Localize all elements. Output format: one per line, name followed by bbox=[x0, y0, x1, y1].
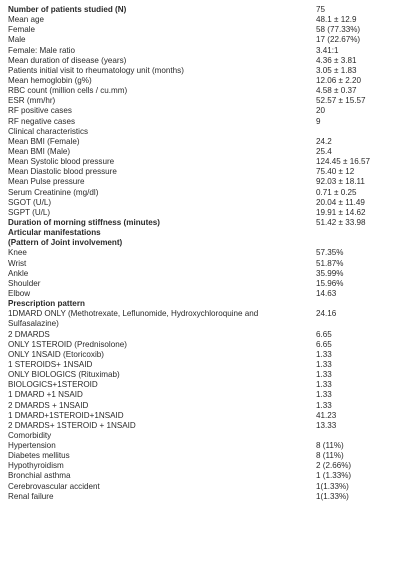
table-row bbox=[0, 208, 394, 218]
row-label: Mean BMI (Male) bbox=[8, 146, 71, 156]
row-label: RF positive cases bbox=[8, 106, 72, 116]
row-value: 1.33 bbox=[316, 349, 332, 359]
row-value: 75.40 ± 12 bbox=[316, 167, 355, 177]
row-label: Female: Male ratio bbox=[8, 45, 76, 55]
table-row bbox=[0, 309, 394, 329]
row-value: 9 bbox=[316, 116, 321, 126]
row-label: Hypothyroidism bbox=[8, 461, 64, 471]
table-row bbox=[0, 350, 394, 360]
row-value: 6.65 bbox=[316, 339, 332, 349]
table-row bbox=[0, 106, 394, 116]
row-label: Patients initial visit to rheumatology unit (months) bbox=[8, 65, 184, 75]
row-value: 4.36 ± 3.81 bbox=[316, 55, 357, 65]
row-label: Wrist bbox=[8, 258, 27, 268]
row-label: Ankle bbox=[8, 268, 29, 278]
row-value: 4.58 ± 0.37 bbox=[316, 86, 357, 96]
table-row bbox=[0, 137, 394, 147]
row-label: 1 DMARD +1 NSAID bbox=[8, 390, 83, 400]
row-label: Prescription pattern bbox=[8, 299, 85, 309]
row-value: 51.42 ± 33.98 bbox=[316, 217, 366, 227]
table-row bbox=[0, 5, 394, 15]
row-label: Comorbidity bbox=[8, 430, 52, 440]
row-label: BIOLOGICS+1STEROID bbox=[8, 380, 98, 390]
table-row bbox=[0, 299, 394, 309]
row-label: Cerebrovascular accident bbox=[8, 481, 100, 491]
row-label: SGOT (U/L) bbox=[8, 197, 52, 207]
table-row bbox=[0, 330, 394, 340]
table-row bbox=[0, 25, 394, 35]
row-label: Female bbox=[8, 25, 35, 35]
row-value: 48.1 ± 12.9 bbox=[316, 15, 357, 25]
row-label: Serum Creatinine (mg/dl) bbox=[8, 187, 99, 197]
table-row bbox=[0, 411, 394, 421]
row-label: Renal failure bbox=[8, 491, 54, 501]
table-row bbox=[0, 96, 394, 106]
table-row bbox=[0, 421, 394, 431]
row-label: Mean BMI (Female) bbox=[8, 136, 80, 146]
row-value: 57.35% bbox=[316, 248, 344, 258]
table-row bbox=[0, 46, 394, 56]
row-value: 12.06 ± 2.20 bbox=[316, 75, 361, 85]
row-value: 8 (11%) bbox=[316, 441, 344, 451]
row-label: ONLY BIOLOGICS (Rituximab) bbox=[8, 370, 120, 380]
row-label: Mean Systolic blood pressure bbox=[8, 157, 115, 167]
table-row bbox=[0, 157, 394, 167]
table-row bbox=[0, 380, 394, 390]
row-label: Articular manifestations bbox=[8, 228, 101, 238]
row-value: 1.33 bbox=[316, 370, 332, 380]
row-label: ONLY 1STEROID (Prednisolone) bbox=[8, 339, 127, 349]
row-label: Mean Pulse pressure bbox=[8, 177, 85, 187]
row-label: Bronchial asthma bbox=[8, 471, 71, 481]
table-row bbox=[0, 177, 394, 187]
row-value: 3.41:1 bbox=[316, 45, 339, 55]
row-label: Elbow bbox=[8, 288, 31, 298]
table-row bbox=[0, 461, 394, 471]
table-row bbox=[0, 86, 394, 96]
table-row bbox=[0, 360, 394, 370]
row-label: Mean duration of disease (years) bbox=[8, 55, 127, 65]
row-value: 41.23 bbox=[316, 410, 337, 420]
table-row bbox=[0, 188, 394, 198]
row-label: Shoulder bbox=[8, 278, 41, 288]
row-value: 19.91 ± 14.62 bbox=[316, 207, 366, 217]
table-row bbox=[0, 228, 394, 238]
row-value: 52.57 ± 15.57 bbox=[316, 96, 366, 106]
table-row bbox=[0, 471, 394, 481]
row-value: 24.2 bbox=[316, 136, 332, 146]
row-value: 0.71 ± 0.25 bbox=[316, 187, 357, 197]
row-value: 2 (2.66%) bbox=[316, 461, 352, 471]
row-label: ESR (mm/hr) bbox=[8, 96, 56, 106]
row-value: 58 (77.33%) bbox=[316, 25, 361, 35]
row-value: 6.65 bbox=[316, 329, 332, 339]
row-label: Knee bbox=[8, 248, 27, 258]
table-row bbox=[0, 390, 394, 400]
table-row bbox=[0, 431, 394, 441]
table-row bbox=[0, 127, 394, 137]
row-value: 1.33 bbox=[316, 359, 332, 369]
table-row bbox=[0, 66, 394, 76]
table-row bbox=[0, 259, 394, 269]
row-value: 25.4 bbox=[316, 146, 332, 156]
row-value: 1(1.33%) bbox=[316, 481, 349, 491]
row-label: ONLY 1NSAID (Etoricoxib) bbox=[8, 349, 104, 359]
row-label: Duration of morning stiffness (minutes) bbox=[8, 217, 160, 227]
row-value: 1.33 bbox=[316, 400, 332, 410]
row-label: Mean hemoglobin (g%) bbox=[8, 75, 92, 85]
row-value: 1(1.33%) bbox=[316, 491, 349, 501]
row-value: 8 (11%) bbox=[316, 451, 344, 461]
row-label: 2 DMARDS bbox=[8, 329, 50, 339]
table-row bbox=[0, 279, 394, 289]
table-row bbox=[0, 76, 394, 86]
row-label: Clinical characteristics bbox=[8, 126, 89, 136]
row-label: Mean age bbox=[8, 15, 44, 25]
row-label: 2 DMARDS+ 1STEROID + 1NSAID bbox=[8, 420, 136, 430]
table-row bbox=[0, 117, 394, 127]
row-value: 75 bbox=[316, 5, 326, 14]
row-value: 13.33 bbox=[316, 420, 337, 430]
row-value: 1 (1.33%) bbox=[316, 471, 352, 481]
table-row bbox=[0, 482, 394, 492]
row-value: 51.87% bbox=[316, 258, 344, 268]
row-value: 20.04 ± 11.49 bbox=[316, 197, 365, 207]
row-label: Male bbox=[8, 35, 26, 45]
row-value: 35.99% bbox=[316, 268, 344, 278]
row-value: 1.33 bbox=[316, 390, 332, 400]
table-row bbox=[0, 340, 394, 350]
row-label: Hypertension bbox=[8, 441, 56, 451]
row-value: 15.96% bbox=[316, 278, 344, 288]
table-row bbox=[0, 289, 394, 299]
table-row bbox=[0, 451, 394, 461]
row-label: 1DMARD ONLY (Methotrexate, Leflunomide, Hydroxychloroquine and Sulfasalazine) bbox=[8, 309, 259, 329]
row-value: 124.45 ± 16.57 bbox=[316, 157, 370, 167]
table-row bbox=[0, 492, 394, 502]
row-label: 1 STEROIDS+ 1NSAID bbox=[8, 359, 93, 369]
table-row bbox=[0, 56, 394, 66]
table-row bbox=[0, 198, 394, 208]
row-label: (Pattern of Joint involvement) bbox=[8, 238, 123, 248]
table-row bbox=[0, 35, 394, 45]
row-value: 17 (22.67%) bbox=[316, 35, 361, 45]
row-label: Mean Diastolic blood pressure bbox=[8, 167, 117, 177]
row-label: SGPT (U/L) bbox=[8, 207, 51, 217]
table-row bbox=[0, 218, 394, 228]
table-row bbox=[0, 167, 394, 177]
row-value: 3.05 ± 1.83 bbox=[316, 65, 357, 75]
row-label: Number of patients studied (N) bbox=[8, 5, 127, 14]
row-value: 1.33 bbox=[316, 380, 332, 390]
table-row bbox=[0, 147, 394, 157]
table-row bbox=[0, 401, 394, 411]
row-value: 20 bbox=[316, 106, 326, 116]
row-label: RBC count (million cells / cu.mm) bbox=[8, 86, 128, 96]
table-row bbox=[0, 15, 394, 25]
row-value: 24.16 bbox=[316, 309, 337, 319]
row-label: 2 DMARDS + 1NSAID bbox=[8, 400, 89, 410]
table-row bbox=[0, 370, 394, 380]
row-label: RF negative cases bbox=[8, 116, 76, 126]
row-label: Diabetes mellitus bbox=[8, 451, 70, 461]
row-value: 14.63 bbox=[316, 288, 337, 298]
table-row bbox=[0, 248, 394, 258]
table-row bbox=[0, 238, 394, 248]
row-value: 92.03 ± 18.11 bbox=[316, 177, 365, 187]
row-label: 1 DMARD+1STEROID+1NSAID bbox=[8, 410, 124, 420]
table-row bbox=[0, 269, 394, 279]
table-row bbox=[0, 441, 394, 451]
